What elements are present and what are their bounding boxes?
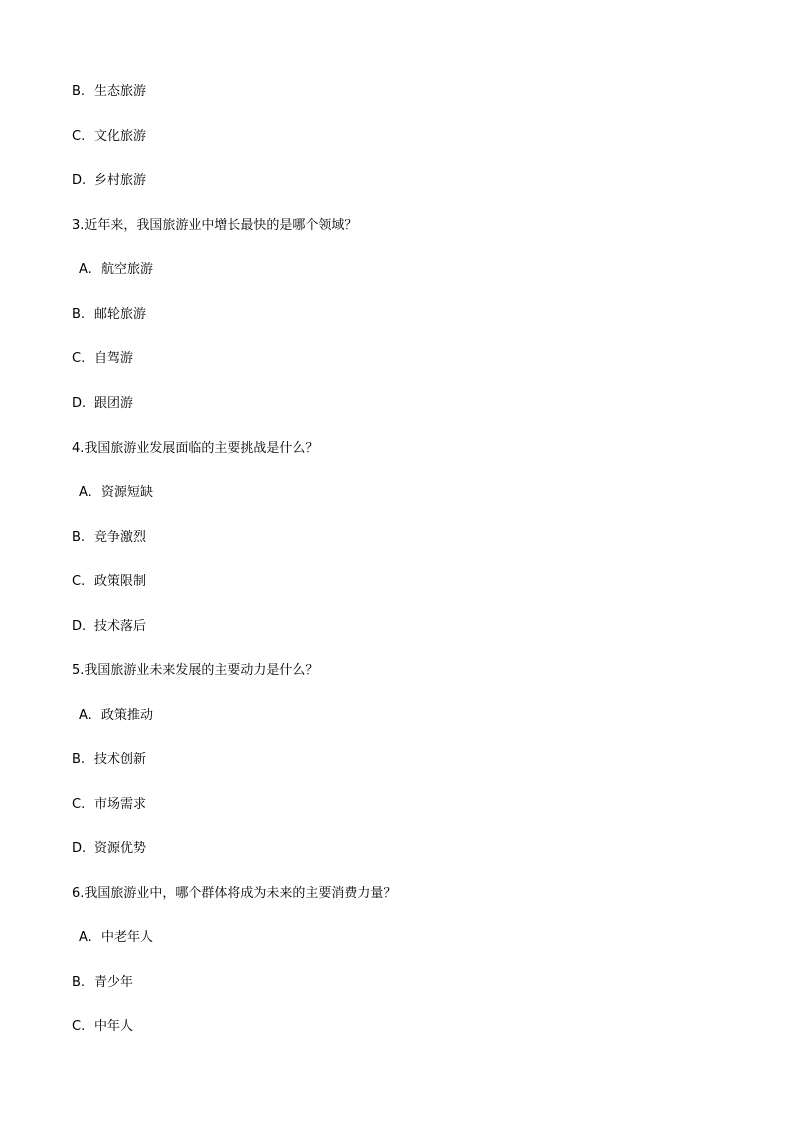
option-text: 技术创新: [94, 752, 147, 767]
option-letter: B.: [72, 530, 86, 545]
option-b-q6: [72, 975, 133, 991]
option-c-q2: [72, 129, 146, 145]
option-letter: A.: [79, 485, 92, 500]
option-letter: B.: [72, 307, 86, 322]
option-d-q2: [72, 173, 146, 189]
option-text: 跟团游: [94, 396, 134, 411]
option-text: 中年人: [94, 1019, 134, 1034]
option-text: 技术落后: [94, 619, 147, 634]
option-letter: B.: [72, 752, 86, 767]
question-6: 6.我国旅游业中，哪个群体将成为未来的主要消费力量？: [72, 886, 397, 901]
option-text: 资源短缺: [101, 485, 154, 500]
option-c-q5: [72, 797, 146, 813]
option-text: 政策推动: [101, 708, 154, 723]
option-letter: C.: [72, 797, 86, 812]
option-letter: A.: [79, 930, 92, 945]
option-b-q4: [72, 530, 146, 546]
option-c-q4: [72, 574, 146, 590]
option-text: 青少年: [94, 975, 134, 990]
option-text: 生态旅游: [94, 84, 147, 99]
option-text: 邮轮旅游: [94, 307, 147, 322]
option-text: 自驾游: [94, 351, 134, 366]
option-b-q2: [72, 84, 146, 100]
option-b-q5: [72, 752, 146, 768]
question-5: 5.我国旅游业未来发展的主要动力是什么？: [72, 663, 319, 678]
option-text: 竞争激烈: [94, 530, 147, 545]
option-text: 中老年人: [101, 930, 154, 945]
option-letter: A.: [79, 262, 92, 277]
option-a-q5: [79, 708, 153, 724]
option-letter: C.: [72, 351, 86, 366]
option-letter: C.: [72, 129, 86, 144]
option-letter: C.: [72, 1019, 86, 1034]
option-c-q6: [72, 1019, 133, 1035]
option-b-q3: [72, 307, 146, 323]
question-4: 4.我国旅游业发展面临的主要挑战是什么？: [72, 441, 319, 456]
option-letter: D.: [72, 173, 87, 188]
option-d-q4: [72, 619, 146, 635]
option-letter: D.: [72, 841, 87, 856]
option-letter: A.: [79, 708, 92, 723]
option-d-q5: [72, 841, 146, 857]
option-text: 文化旅游: [94, 129, 147, 144]
option-letter: C.: [72, 574, 86, 589]
option-text: 航空旅游: [101, 262, 154, 277]
option-a-q3: [79, 262, 153, 278]
option-c-q3: [72, 351, 133, 367]
option-d-q3: [72, 396, 133, 412]
option-text: 资源优势: [94, 841, 147, 856]
question-3: 3.近年来，我国旅游业中增长最快的是哪个领域？: [72, 218, 358, 233]
option-a-q4: [79, 485, 153, 501]
option-letter: D.: [72, 619, 87, 634]
option-text: 乡村旅游: [94, 173, 147, 188]
option-text: 政策限制: [94, 574, 147, 589]
option-letter: D.: [72, 396, 87, 411]
option-letter: B.: [72, 975, 86, 990]
option-letter: B.: [72, 84, 86, 99]
option-a-q6: [79, 930, 153, 946]
option-text: 市场需求: [94, 797, 147, 812]
